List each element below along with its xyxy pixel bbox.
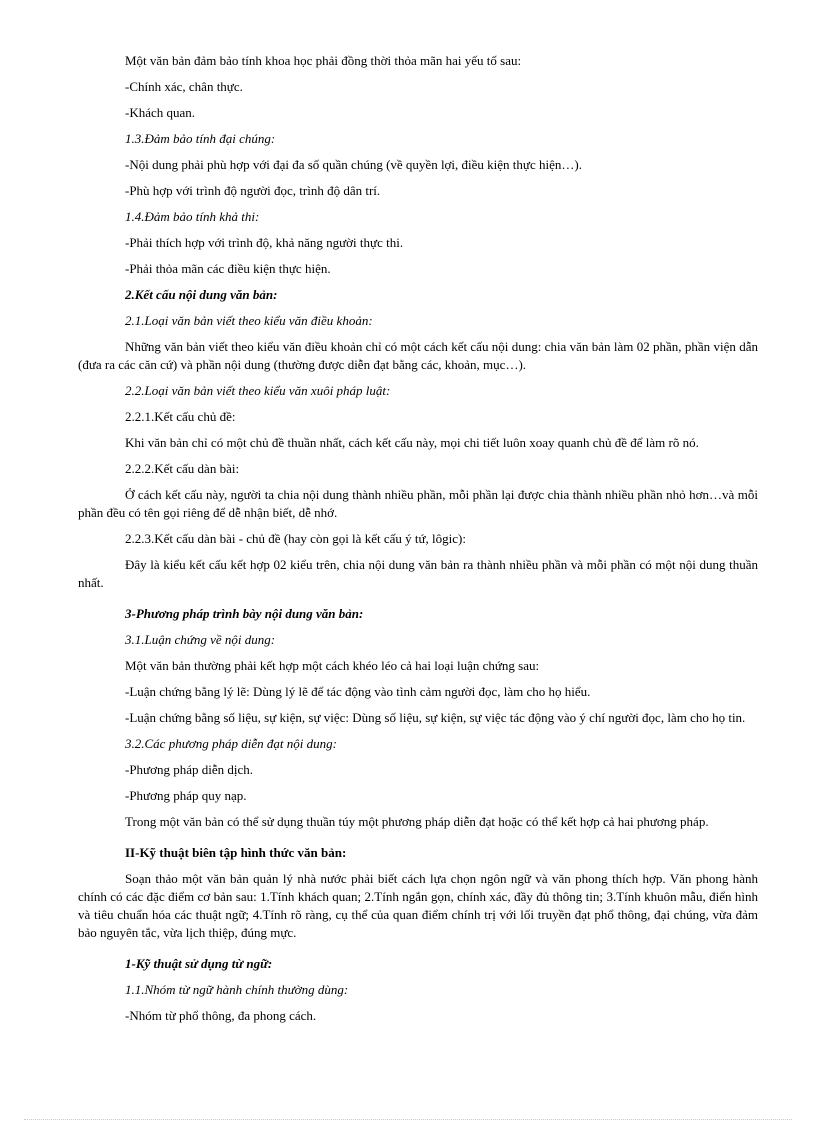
paragraph: Một văn bản thường phải kết hợp một cách khéo léo cả hai loại luận chứng sau: — [125, 658, 540, 673]
paragraph: -Phương pháp diễn dịch. — [125, 762, 254, 777]
paragraph: Những văn bản viết theo kiểu văn điều khoản chỉ có một cách kết cấu nội dung: chia văn bản làm 02 phần, phần viện dẫn (đưa ra các căn cứ) và phần nội dung (thường được diễn đạt bằng các, khoản, mục…). — [78, 339, 758, 372]
page-bottom-divider — [24, 1119, 792, 1120]
subsection-heading: 1.4.Đảm bảo tính khả thi: — [125, 209, 260, 224]
paragraph: -Nội dung phải phù hợp với đại đa số quần chúng (về quyền lợi, điều kiện thực hiện…). — [125, 157, 582, 172]
paragraph: -Chính xác, chân thực. — [125, 79, 243, 94]
subsection-heading: 3.2.Các phương pháp diễn đạt nội dung: — [125, 736, 337, 751]
chapter-heading: II-Kỹ thuật biên tập hình thức văn bản: — [125, 845, 347, 860]
paragraph: -Khách quan. — [125, 105, 196, 120]
paragraph: -Phải thỏa mãn các điều kiện thực hiện. — [125, 261, 331, 276]
subsection-heading: 3.1.Luận chứng về nội dung: — [125, 632, 276, 647]
paragraph: Khi văn bản chỉ có một chủ đề thuần nhất, cách kết cấu này, mọi chi tiết luôn xoay quanh chủ đề để làm rõ nó. — [125, 435, 699, 450]
paragraph: -Phải thích hợp với trình độ, khả năng người thực thi. — [125, 235, 404, 250]
paragraph: -Nhóm từ phổ thông, đa phong cách. — [125, 1008, 317, 1023]
section-heading: 3-Phương pháp trình bày nội dung văn bản: — [125, 606, 364, 621]
paragraph: Một văn bản đảm bảo tính khoa học phải đồng thời thỏa mãn hai yếu tố sau: — [125, 53, 522, 68]
paragraph: 2.2.1.Kết cấu chủ đề: — [125, 409, 236, 424]
paragraph: 2.2.3.Kết cấu dàn bài - chủ đề (hay còn gọi là kết cấu ý tứ, lôgic): — [125, 531, 466, 546]
section-heading: 2.Kết cấu nội dung văn bản: — [125, 287, 278, 302]
paragraph: Đây là kiểu kết cấu kết hợp 02 kiểu trên, chia nội dung văn bản ra thành nhiều phần và mỗi phần có một nội dung thuần nhất. — [78, 557, 758, 590]
paragraph: Soạn thảo một văn bản quản lý nhà nước phải biết cách lựa chọn ngôn ngữ và văn phong thích hợp. Văn phong hành chính có các đặc điểm cơ bản sau: 1.Tính khách quan; 2.Tính ngắn gọn, chính xác, đầy đủ thông tin; 3.Tính khuôn mẫu, điển hình và tiêu chuẩn hóa các thuật ngữ; 4.Tính rõ ràng, cụ thể của quan điểm chính trị với lối truyền đạt phổ thông, đại chúng, vừa đảm bảo nguyên tắc, vừa lịch thiệp, đúng mực. — [78, 871, 758, 940]
subsection-heading: 2.2.Loại văn bản viết theo kiểu văn xuôi pháp luật: — [125, 383, 391, 398]
section-heading: 1-Kỹ thuật sử dụng từ ngữ: — [125, 956, 273, 971]
paragraph: Ở cách kết cấu này, người ta chia nội dung thành nhiều phần, mỗi phần lại được chia thành nhiều phần nhỏ hơn…và mỗi phần đều có tên gọi riêng để dễ nhận biết, dễ nhớ. — [78, 487, 758, 520]
document-body — [78, 52, 758, 1025]
paragraph: -Phương pháp quy nạp. — [125, 788, 247, 803]
paragraph: -Luận chứng bằng lý lẽ: Dùng lý lẽ để tác động vào tình cảm người đọc, làm cho họ hiểu. — [125, 684, 591, 699]
paragraph: Trong một văn bản có thể sử dụng thuần túy một phương pháp diễn đạt hoặc có thể kết hợp cả hai phương pháp. — [125, 814, 709, 829]
paragraph: 2.2.2.Kết cấu dàn bài: — [125, 461, 240, 476]
subsection-heading: 2.1.Loại văn bản viết theo kiểu văn điều khoản: — [125, 313, 373, 328]
paragraph: -Phù hợp với trình độ người đọc, trình độ dân trí. — [125, 183, 381, 198]
subsection-heading: 1.1.Nhóm từ ngữ hành chính thường dùng: — [125, 982, 349, 997]
subsection-heading: 1.3.Đảm bảo tính đại chúng: — [125, 131, 276, 146]
paragraph: -Luận chứng bằng số liệu, sự kiện, sự việc: Dùng số liệu, sự kiện, sự việc tác động vào ý chí người đọc, làm cho họ tin. — [125, 710, 746, 725]
